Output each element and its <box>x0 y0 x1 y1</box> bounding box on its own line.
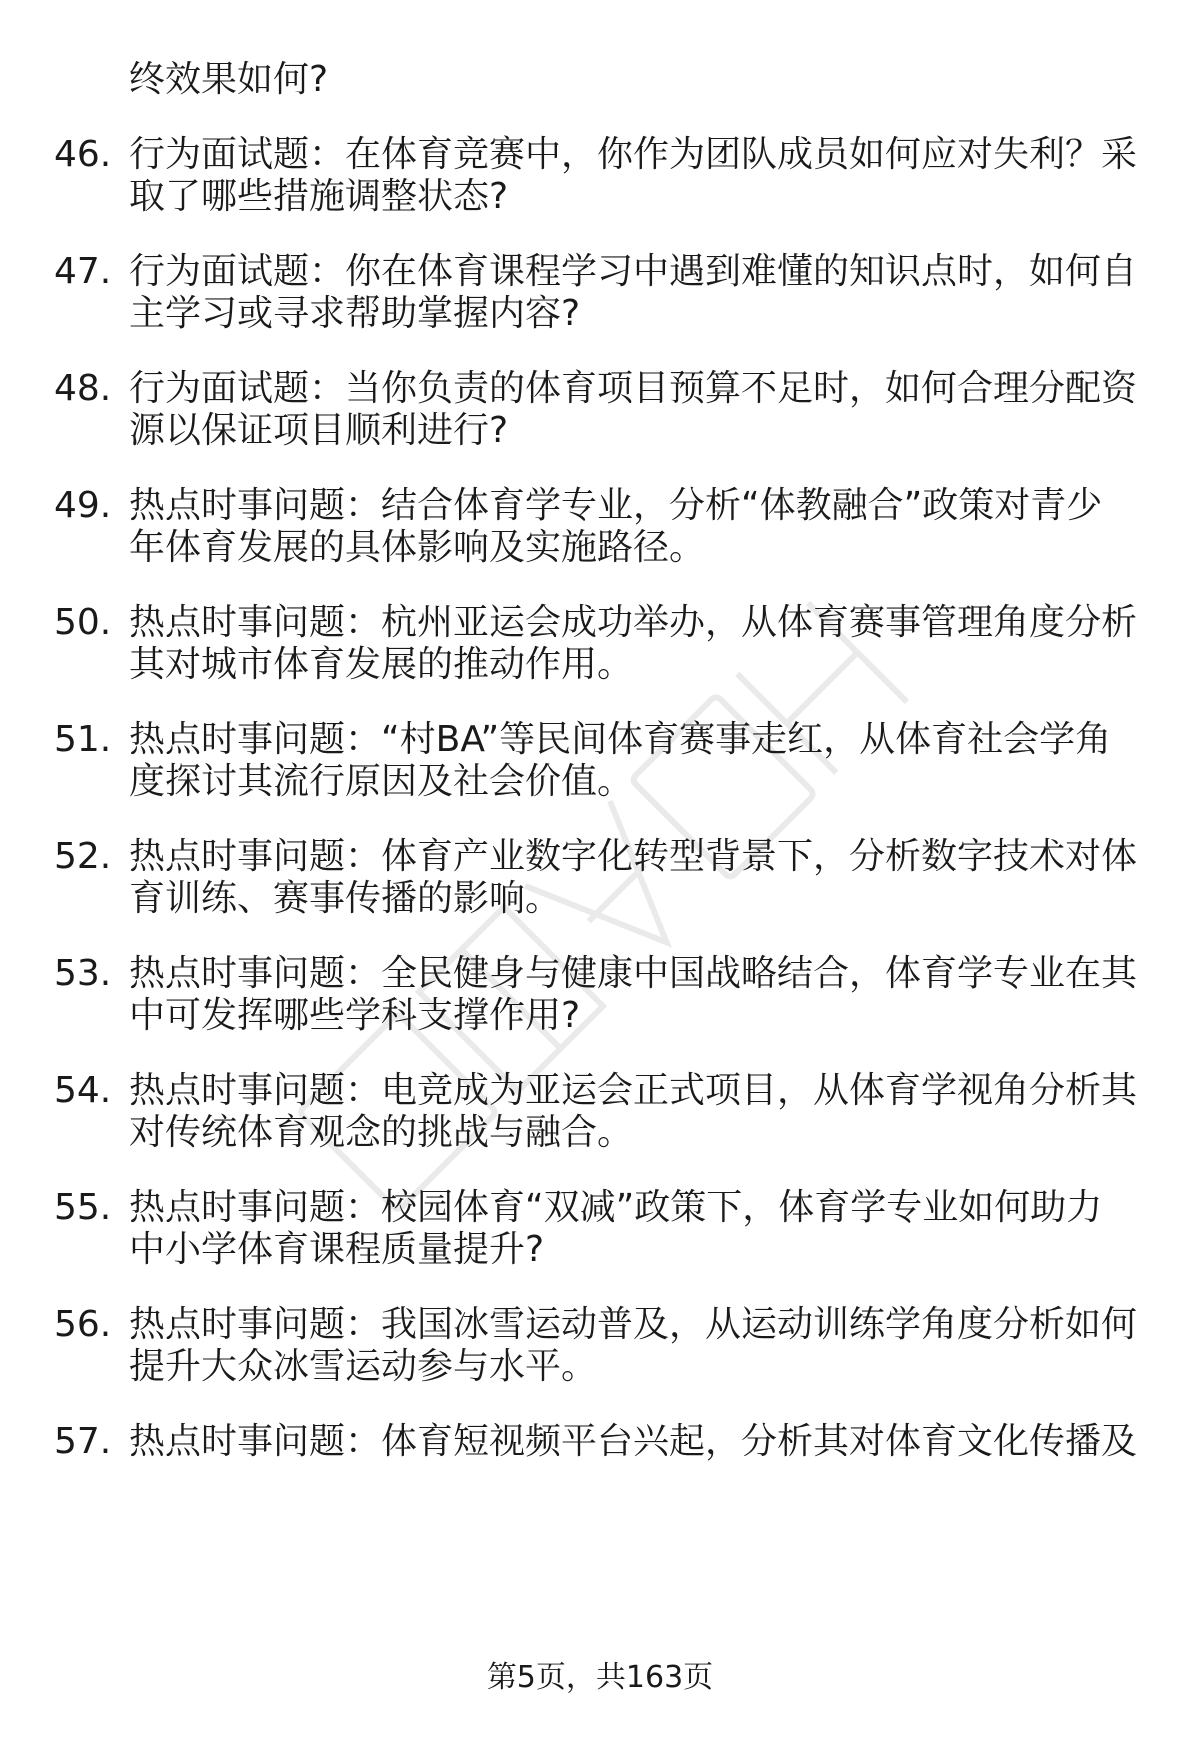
item-number: 49. <box>54 485 112 526</box>
item-text-line: 行为面试题：在体育竞赛中，你作为团队成员如何应对失利？采 <box>129 134 1138 175</box>
item-number: 52. <box>54 836 112 877</box>
item-text-line: 中可发挥哪些学科支撑作用? <box>129 995 581 1036</box>
continuation-line: 终效果如何? <box>129 59 329 100</box>
item-number: 56. <box>54 1304 112 1345</box>
item-text-line: 行为面试题：当你负责的体育项目预算不足时，如何合理分配资 <box>129 368 1138 409</box>
item-number: 53. <box>54 953 112 994</box>
item-text-line: 热点时事问题：体育短视频平台兴起，分析其对体育文化传播及 <box>129 1421 1138 1462</box>
item-text-line: 取了哪些措施调整状态? <box>129 176 509 217</box>
item-number: 51. <box>54 719 112 760</box>
item-number: 47. <box>54 251 112 292</box>
item-text-line: 其对城市体育发展的推动作用。 <box>129 644 634 685</box>
item-text-line: 热点时事问题：体育产业数字化转型背景下，分析数字技术对体 <box>129 836 1138 877</box>
item-number: 57. <box>54 1421 112 1462</box>
item-number: 50. <box>54 602 112 643</box>
item-text-line: 热点时事问题：校园体育“双减”政策下，体育学专业如何助力 <box>129 1187 1103 1228</box>
page-footer: 第5页，共163页 <box>486 1660 714 1695</box>
item-text-line: 热点时事问题：电竞成为亚运会正式项目，从体育学视角分析其 <box>129 1070 1138 1111</box>
item-text-line: 主学习或寻求帮助掌握内容? <box>129 293 581 334</box>
item-number: 54. <box>54 1070 112 1111</box>
item-text-line: 年体育发展的具体影响及实施路径。 <box>129 527 706 568</box>
item-text-line: 热点时事问题：“村BA”等民间体育赛事走红，从体育社会学角 <box>129 719 1112 760</box>
item-number: 46. <box>54 134 112 175</box>
item-text-line: 热点时事问题：我国冰雪运动普及，从运动训练学角度分析如何 <box>129 1304 1138 1345</box>
item-text-line: 对传统体育观念的挑战与融合。 <box>129 1112 634 1153</box>
item-number: 48. <box>54 368 112 409</box>
item-text-line: 源以保证项目顺利进行? <box>129 410 509 451</box>
item-text-line: 热点时事问题：杭州亚运会成功举办，从体育赛事管理角度分析 <box>129 602 1138 643</box>
item-text-line: 度探讨其流行原因及社会价值。 <box>129 761 634 802</box>
item-text-line: 提升大众冰雪运动参与水平。 <box>129 1346 598 1387</box>
item-text-line: 热点时事问题：结合体育学专业，分析“体教融合”政策对青少 <box>129 485 1103 526</box>
item-text-line: 热点时事问题：全民健身与健康中国战略结合，体育学专业在其 <box>129 953 1138 994</box>
item-text-line: 行为面试题：你在体育课程学习中遇到难懂的知识点时，如何自 <box>129 251 1138 292</box>
item-text-line: 中小学体育课程质量提升? <box>129 1229 545 1270</box>
item-number: 55. <box>54 1187 112 1228</box>
item-text-line: 育训练、赛事传播的影响。 <box>129 878 562 919</box>
